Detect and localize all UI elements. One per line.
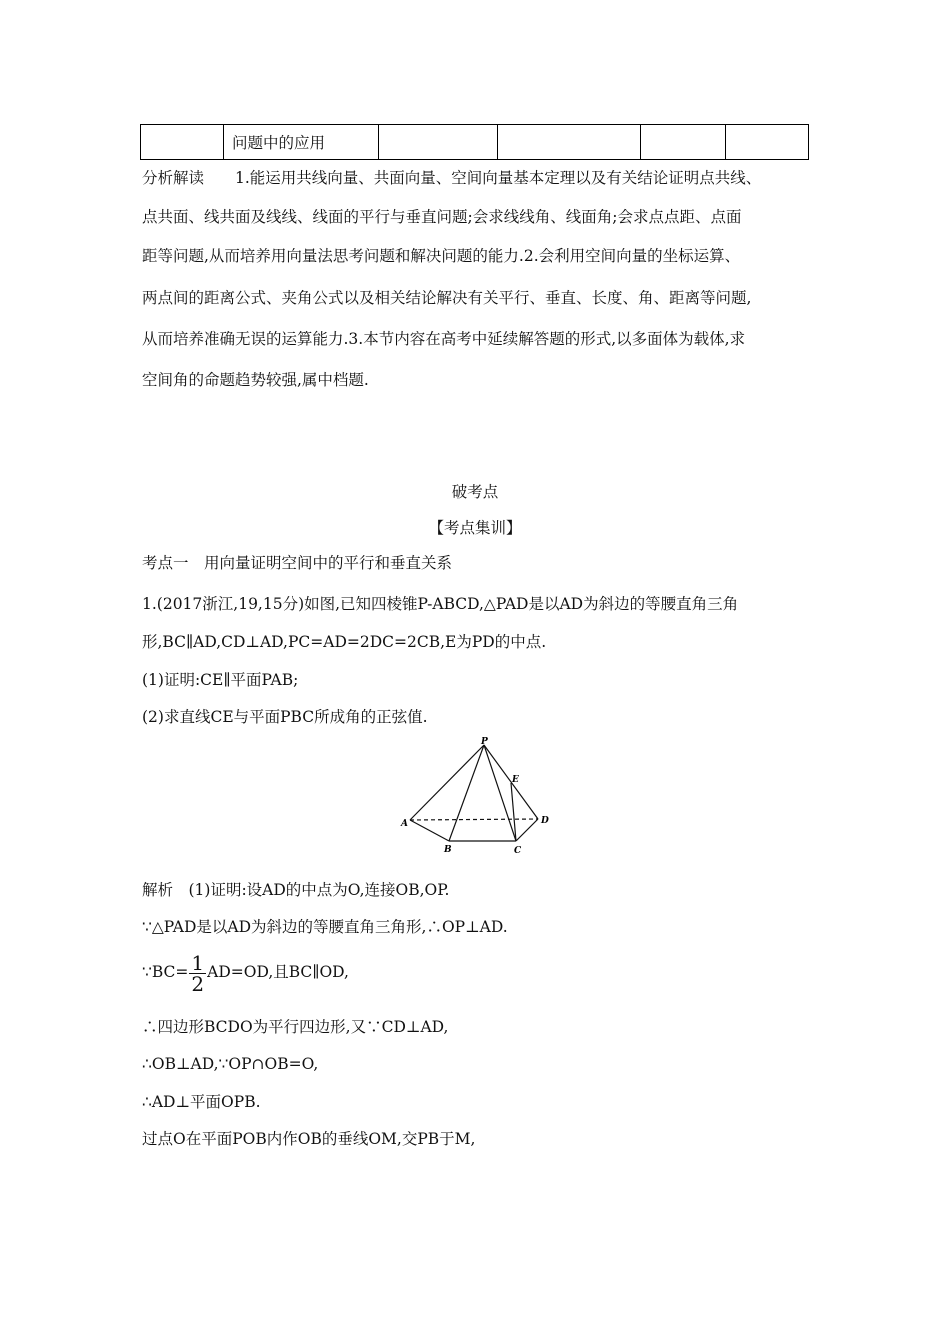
problem-question-1: (1)证明:CE∥平面PAB;: [142, 671, 299, 689]
table-cell: 问题中的应用: [224, 125, 379, 160]
edge-pa: [410, 745, 484, 820]
fraction-denominator: 2: [191, 971, 205, 996]
label-a: A: [401, 819, 408, 829]
edge-pb: [449, 745, 484, 841]
topic-heading: 考点一 用向量证明空间中的平行和垂直关系: [142, 554, 453, 572]
problem-line: 形,BC∥AD,CD⊥AD,PC=AD=2DC=2CB,E为PD的中点.: [142, 633, 547, 651]
fraction-numerator: 1: [191, 950, 205, 975]
solution-text: ∵BC=: [142, 963, 189, 981]
edge-ad-hidden: [410, 819, 538, 820]
analysis-line: 两点间的距离公式、夹角公式以及相关结论解决有关平行、垂直、长度、角、距离等问题,: [142, 289, 752, 307]
problem-question-2: (2)求直线CE与平面PBC所成角的正弦值.: [142, 708, 428, 726]
edge-pd: [484, 745, 538, 819]
label-p: P: [481, 737, 488, 747]
solution-line: 过点O在平面POB内作OB的垂线OM,交PB于M,: [142, 1130, 476, 1148]
analysis-line: 点共面、线共面及线线、线面的平行与垂直问题;会求线线角、线面角;会求点点距、点面: [142, 208, 742, 226]
edge-ab: [410, 820, 449, 841]
solution-line: ∴四边形BCDO为平行四边形,又∵CD⊥AD,: [142, 1018, 449, 1036]
table-cell: [379, 125, 498, 160]
pyramid-figure: [396, 736, 556, 860]
edge-pc: [484, 745, 516, 841]
table-cell: [141, 125, 224, 160]
analysis-line: 分析解读 1.能运用共线向量、共面向量、空间向量基本定理以及有关结论证明点共线、: [142, 169, 762, 187]
edge-cd: [516, 819, 538, 841]
solution-line-fraction: [142, 950, 349, 994]
problem-line: 1.(2017浙江,19,15分)如图,已知四棱锥P-ABCD,△PAD是以AD为斜边的等腰直角三角: [142, 595, 739, 613]
fraction-one-half: [189, 950, 206, 996]
table-cell: [726, 125, 809, 160]
table-cell: [498, 125, 641, 160]
solution-line: 解析 (1)证明:设AD的中点为O,连接OB,OP.: [142, 881, 450, 899]
solution-text: AD=OD,且BC∥OD,: [207, 963, 349, 981]
label-e: E: [512, 775, 519, 785]
label-c: C: [514, 846, 522, 856]
topic-table: [140, 124, 809, 160]
analysis-line: 距等问题,从而培养用向量法思考问题和解决问题的能力.2.会利用空间向量的坐标运算、: [142, 247, 741, 265]
label-b: B: [444, 845, 452, 855]
section-subtitle: 【考点集训】: [428, 519, 522, 537]
table-cell: [641, 125, 726, 160]
solution-line: ∴OB⊥AD,∵OP∩OB=O,: [142, 1055, 319, 1073]
section-title: 破考点: [451, 483, 499, 501]
table-row: [141, 125, 809, 160]
analysis-line: 从而培养准确无误的运算能力.3.本节内容在高考中延续解答题的形式,以多面体为载体,求: [142, 330, 746, 348]
solution-line: ∵△PAD是以AD为斜边的等腰直角三角形,∴OP⊥AD.: [142, 918, 508, 936]
label-d: D: [541, 816, 549, 826]
analysis-line: 空间角的命题趋势较强,属中档题.: [142, 371, 369, 389]
solution-line: ∴AD⊥平面OPB.: [142, 1093, 261, 1111]
